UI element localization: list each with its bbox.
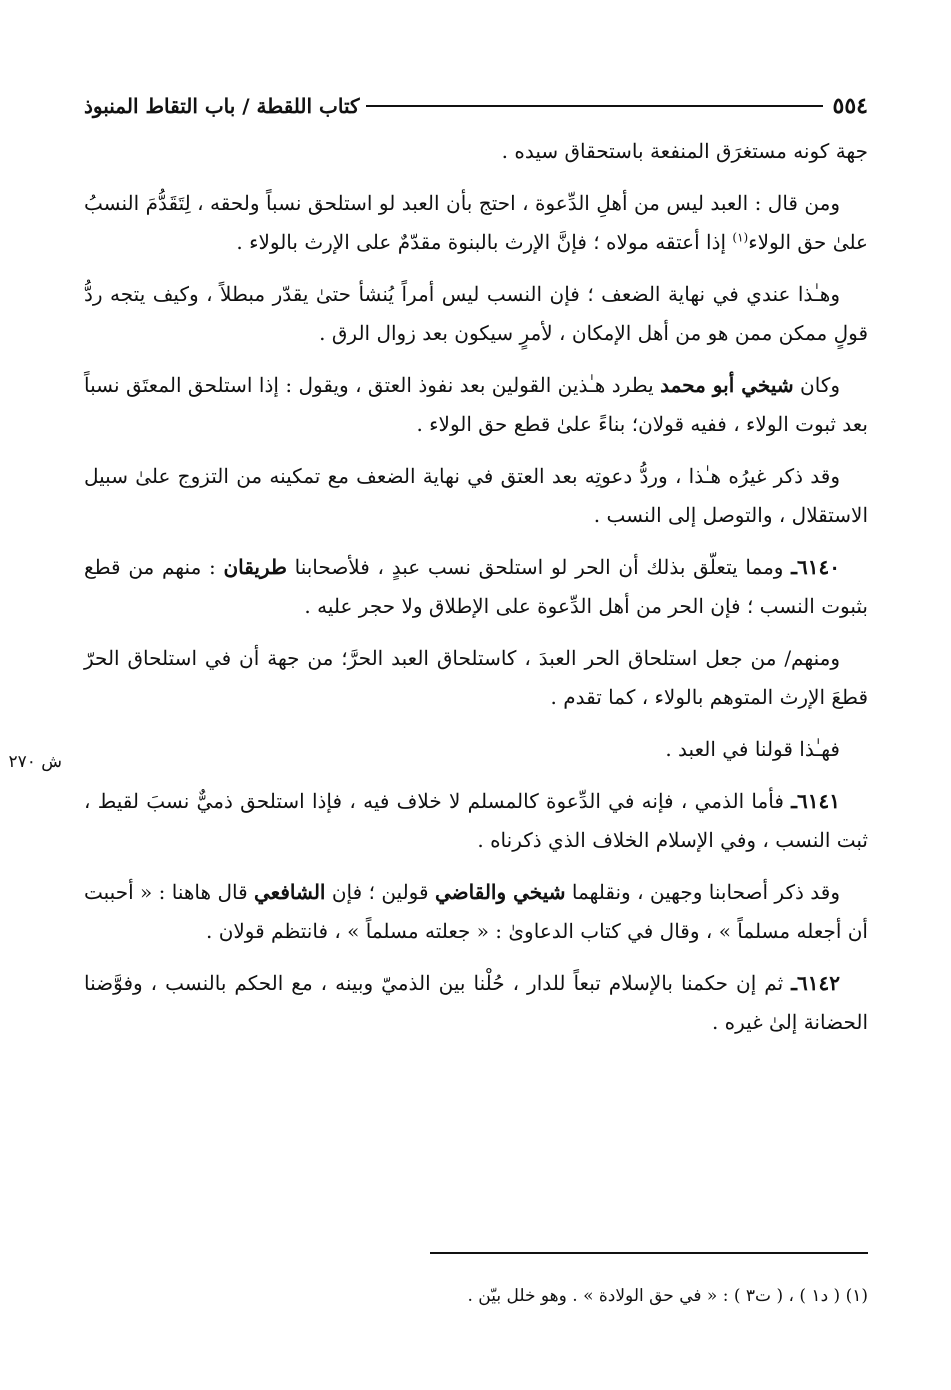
paragraph-text: يطرد هـٰذين القولين بعد نفوذ العتق ، ويقول : إذا استلحق المعتَق نسباً بعد ثبوت الولاء ، ففيه قولان؛ بناءً علىٰ قطع حق الولاء .: [84, 373, 868, 436]
footnote-rule: [430, 1252, 868, 1254]
paragraph-text: فهـٰذا قولنا في العبد .: [665, 737, 840, 761]
paragraph-text: إذا أعتقه مولاه ؛ فإنَّ الإرث بالبنوة مقدّمٌ على الإرث بالولاء .: [236, 230, 733, 254]
page-header: [84, 88, 868, 124]
paragraph-text: وقد ذكر غيرُه هـٰذا ، وردُّ دعوتِه بعد العتق في نهاية الضعف مع تمكينه من التزوج علىٰ سبيل الاستقلال ، والتوصل إلى النسب .: [84, 464, 868, 527]
paragraph-8: [84, 730, 868, 769]
paragraph-text: ومن قال : العبد ليس من أهلِ الدِّعوة ، احتج بأن العبد لو استلحق نسباً ولحقه ، لِتَقَدُّمَ النسبُ علىٰ حق الولاء: [84, 191, 868, 254]
paragraph-text: فأما الذمي ، فإنه في الدِّعوة كالمسلم لا خلاف فيه ، فإذا استلحق ذميٌّ نسبَ لقيط ، ثبت النسب ، وفي الإسلام الخلاف الذي ذكرناه .: [84, 789, 868, 852]
paragraph-7: [84, 639, 868, 717]
paragraph-10: [84, 873, 868, 951]
paragraph-number: ٦١٤٠ـ: [791, 555, 840, 579]
paragraph-1: [84, 132, 868, 171]
running-title: كتاب اللقطة / باب التقاط المنبوذ: [84, 94, 360, 118]
footnote-reference[interactable]: (١): [732, 230, 749, 245]
paragraph-number: ٦١٤٢ـ: [791, 971, 840, 995]
paragraph-3: [84, 275, 868, 353]
bold-name: شيخي والقاضي: [434, 880, 566, 904]
header-rule: [366, 105, 823, 107]
paragraph-text: وهـٰذا عندي في نهاية الضعف ؛ فإن النسب ليس أمراً يُنشأ حتىٰ يقدّر مبطلاً ، وكيف يتجه ردُّ قولٍ ممكن ممن هو من أهل الإمكان ، لأمرٍ سيكون بعد زوال الرق .: [84, 282, 868, 345]
paragraph-6141: [84, 782, 868, 860]
paragraph-text: وقد ذكر أصحابنا وجهين ، ونقلهما: [565, 880, 840, 904]
page-number: ٥٥٤: [832, 93, 868, 119]
bold-name: شيخي أبو محمد: [660, 373, 794, 397]
paragraph-6140: [84, 548, 868, 626]
paragraph-6142: [84, 964, 868, 1042]
paragraph-text: وكان: [793, 373, 841, 397]
paragraph-text: قولين ؛ فإن: [325, 880, 435, 904]
paragraph-text: ثم إن حكمنا بالإسلام تبعاً للدار ، حُلْنا بين الذميّ وبينه ، مع الحكم بالنسب ، وفوَّضنا الحضانة إلىٰ غيره .: [84, 971, 868, 1034]
margin-note: ش ٢٧٠: [8, 752, 62, 772]
bold-name: الشافعي: [254, 880, 326, 904]
paragraph-2: [84, 184, 868, 262]
main-text: [84, 132, 868, 1055]
bold-term: طريقان: [223, 555, 287, 579]
paragraph-5: [84, 457, 868, 535]
paragraph-text: : منهم من قطع بثبوت النسب ؛ فإن الحر من أهل الدِّعوة على الإطلاق ولا حجر عليه .: [84, 555, 868, 618]
paragraph-text: قال هاهنا : « أحببت أن أجعله مسلماً » ، وقال في كتاب الدعاوىٰ : « جعلته مسلماً » ، فانتظم قولان .: [84, 880, 868, 943]
footnote: (١) ( د١ ) ، ( ت٣ ) : « في حق الولادة » . وهو خلل بيّن .: [467, 1286, 868, 1306]
paragraph-4: [84, 366, 868, 444]
paragraph-text: ومنهم/ من جعل استلحاق الحر العبدَ ، كاستلحاق العبد الحرَّ؛ من جهة أن في استلحاق الحرّ قطعَ الإرث المتوهم بالولاء ، كما تقدم .: [84, 646, 868, 709]
paragraph-text: ومما يتعلّق بذلك أن الحر لو استلحق نسب عبدٍ ، فلأصحابنا: [286, 555, 792, 579]
paragraph-number: ٦١٤١ـ: [791, 789, 840, 813]
paragraph-text: جهة كونه مستغرَق المنفعة باستحقاق سيده .: [501, 139, 868, 163]
